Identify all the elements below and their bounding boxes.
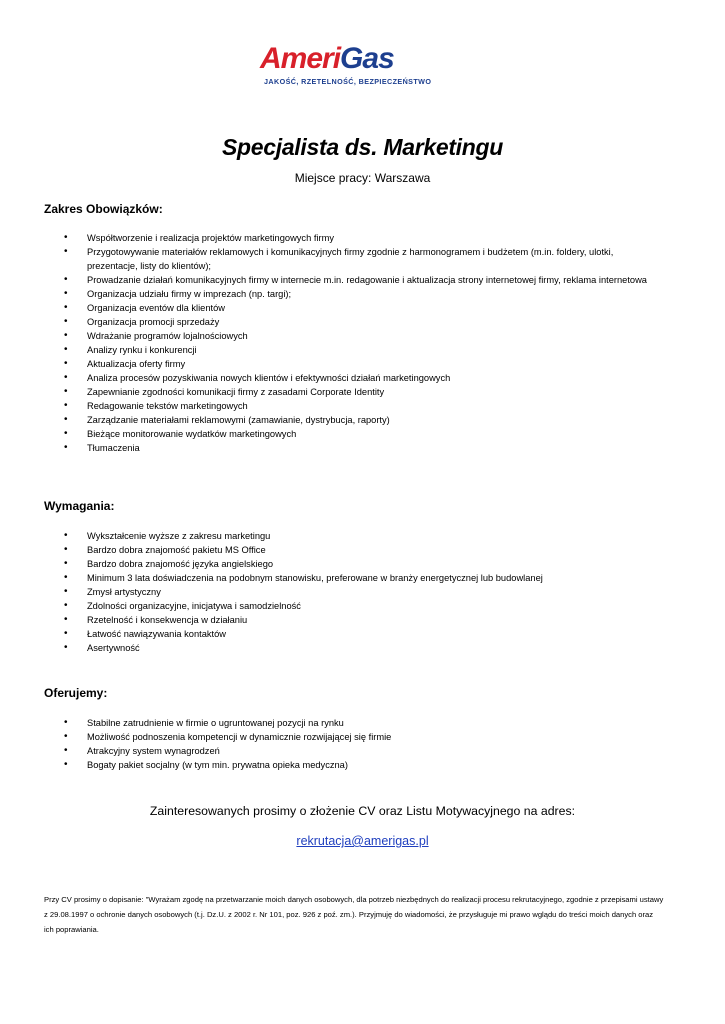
job-location: Miejsce pracy: Warszawa — [294, 171, 431, 185]
duties-list — [64, 231, 664, 455]
requirements-list — [64, 529, 664, 655]
logo-wordmark-part1: Ameri — [260, 42, 341, 75]
list-item: • Analizy rynku i konkurencji — [64, 343, 664, 357]
requirements-heading: Wymagania: — [44, 499, 115, 513]
list-item: • Wykształcenie wyższe z zakresu marketingu — [64, 529, 664, 543]
list-item: • Bogaty pakiet socjalny (w tym min. prywatna opieka medyczna) — [64, 758, 664, 772]
list-item: • Organizacja eventów dla klientów — [64, 301, 664, 315]
list-item: • Redagowanie tekstów marketingowych — [64, 399, 664, 413]
list-item: • Asertywność — [64, 641, 664, 655]
logo-wordmark-part2: Gas — [340, 42, 394, 75]
logo-tagline: JAKOŚĆ, RZETELNOŚĆ, BEZPIECZEŃSTWO — [264, 77, 432, 86]
list-item: • Tłumaczenia — [64, 441, 664, 455]
list-item: • Stabilne zatrudnienie w firmie o ugruntowanej pozycji na rynku — [64, 716, 664, 730]
list-item: • Bieżące monitorowanie wydatków marketingowych — [64, 427, 664, 441]
list-item: • Organizacja udziału firmy w imprezach (np. targi); — [64, 287, 664, 301]
list-item: • Zdolności organizacyjne, inicjatywa i samodzielność — [64, 599, 664, 613]
offer-list — [64, 716, 664, 772]
logo-wordmark — [260, 44, 465, 74]
offer-heading: Oferujemy: — [44, 686, 108, 700]
list-item: • Zapewnianie zgodności komunikacji firmy z zasadami Corporate Identity — [64, 385, 664, 399]
list-item: • Prowadzanie działań komunikacyjnych firmy w internecie m.in. redagowanie i aktualizacja strony internetowej firmy, reklama internetowa — [64, 273, 664, 287]
list-item: • Zarządzanie materiałami reklamowymi (zamawianie, dystrybucja, raporty) — [64, 413, 664, 427]
list-item: • Przygotowywanie materiałów reklamowych i komunikacyjnych firmy zgodnie z harmonogramem i budżetem (m.in. foldery, ulotki, prezentacje, listy do klientów); — [64, 245, 664, 273]
gdpr-consent-note: Przy CV prosimy o dopisanie: "Wyrażam zgodę na przetwarzanie moich danych osobowych, dla potrzeb niezbędnych do realizacji procesu rekrutacyjnego, zgodnie z przepisami ustawy z 29.08.1997 o ochronie danych osobowych (t.j. Dz.U. z 2002 r. Nr 101, poz. 926 z poź. zm.). Przyjmuję do wiadomości, że przysługuje mi prawo wglądu do treści moich danych oraz ich poprawiania. — [44, 895, 664, 934]
list-item: • Atrakcyjny system wynagrodzeń — [64, 744, 664, 758]
page-title: Specjalista ds. Marketingu — [221, 134, 504, 160]
list-item: • Zmysł artystyczny — [64, 585, 664, 599]
contact-instructions: Zainteresowanych prosimy o złożenie CV oraz Listu Motywacyjnego na adres: — [149, 804, 576, 818]
amerigas-logo — [260, 44, 465, 90]
list-item: • Bardzo dobra znajomość pakietu MS Office — [64, 543, 664, 557]
list-item: • Możliwość podnoszenia kompetencji w dynamicznie rozwijającej się firmie — [64, 730, 664, 744]
list-item: • Organizacja promocji sprzedaży — [64, 315, 664, 329]
list-item: • Bardzo dobra znajomość języka angielskiego — [64, 557, 664, 571]
contact-email-link[interactable]: rekrutacja@amerigas.pl — [296, 834, 429, 848]
list-item: • Łatwość nawiązywania kontaktów — [64, 627, 664, 641]
list-item: • Wdrażanie programów lojalnościowych — [64, 329, 664, 343]
list-item: • Aktualizacja oferty firmy — [64, 357, 664, 371]
list-item: • Analiza procesów pozyskiwania nowych klientów i efektywności działań marketingowych — [64, 371, 664, 385]
list-item: • Rzetelność i konsekwencja w działaniu — [64, 613, 664, 627]
list-item: • Współtworzenie i realizacja projektów marketingowych firmy — [64, 231, 664, 245]
duties-heading: Zakres Obowiązków: — [44, 202, 163, 216]
list-item: • Minimum 3 lata doświadczenia na podobnym stanowisku, preferowane w branży energetycznej lub budowlanej — [64, 571, 664, 585]
